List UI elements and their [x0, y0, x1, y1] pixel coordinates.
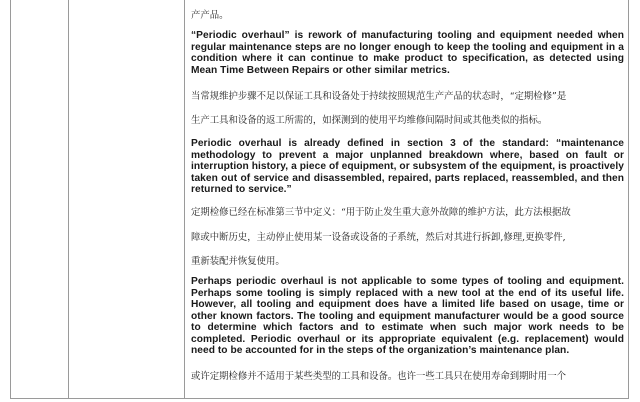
- english-paragraph-2: Periodic overhaul is already defined in section 3 of the standard: “maintenance methodology to prevent a major unplanned breakdown where, based on fault or interruption history, a piece of equipment, or subsystem of the equipment, is proactively taken out of service and disassembled, repaired, parts replaced, reassembled, and then returned to service.”: [191, 138, 624, 195]
- content-cell: [185, 0, 627, 398]
- chinese-paragraph-2-line-1: 定期检修已经在标准第三节中定义：“用于防止发生重大意外故障的维护方法，此方法根据故: [191, 207, 571, 218]
- english-paragraph-3: Perhaps periodic overhaul is not applicable to some types of tooling and equipment. Perhaps some tooling is simply replaced with a new tool at the end of its useful life. However, all tooling and equipment does have a limited life based on usage, time or other known factors. The tooling and equipment manufacturer would be a good source to determine which factors and to estimate when such major work needs to be completed. Periodic overhaul or its appropriate equivalent (e.g. replacement) would need to be accounted for in the steps of the organization’s maintenance plan.: [191, 276, 624, 356]
- empty-column-2: [69, 0, 185, 398]
- chinese-paragraph-3-line-1: 或许定期检修并不适用于某些类型的工具和设备。也许一些工具只在使用寿命到期时用一个: [191, 371, 567, 382]
- chinese-paragraph-2-line-3: 重新装配并恢复使用。: [191, 256, 285, 267]
- empty-column-1: [11, 0, 69, 398]
- document-table: [10, 0, 629, 399]
- chinese-fragment: 产产品。: [191, 10, 229, 21]
- chinese-paragraph-2-line-2: 障或中断历史，主动停止使用某一设备或设备的子系统，然后对其进行拆卸,修理,更换零件,: [191, 232, 566, 243]
- chinese-paragraph-1-line-1: 当常规维护步骤不足以保证工具和设备处于持续按照规范生产产品的状态时，“定期检修”是: [191, 91, 567, 102]
- chinese-paragraph-1-line-2: 生产工具和设备的返工所需的，如探测到的使用平均维修间隔时间或其他类似的指标。: [191, 115, 548, 126]
- english-paragraph-1: “Periodic overhaul” is rework of manufacturing tooling and equipment needed when regular maintenance steps are no longer enough to keep the tooling and equipment in a condition where it can continue to make product to specification, as detected using Mean Time Between Repairs or other similar metrics.: [191, 30, 624, 76]
